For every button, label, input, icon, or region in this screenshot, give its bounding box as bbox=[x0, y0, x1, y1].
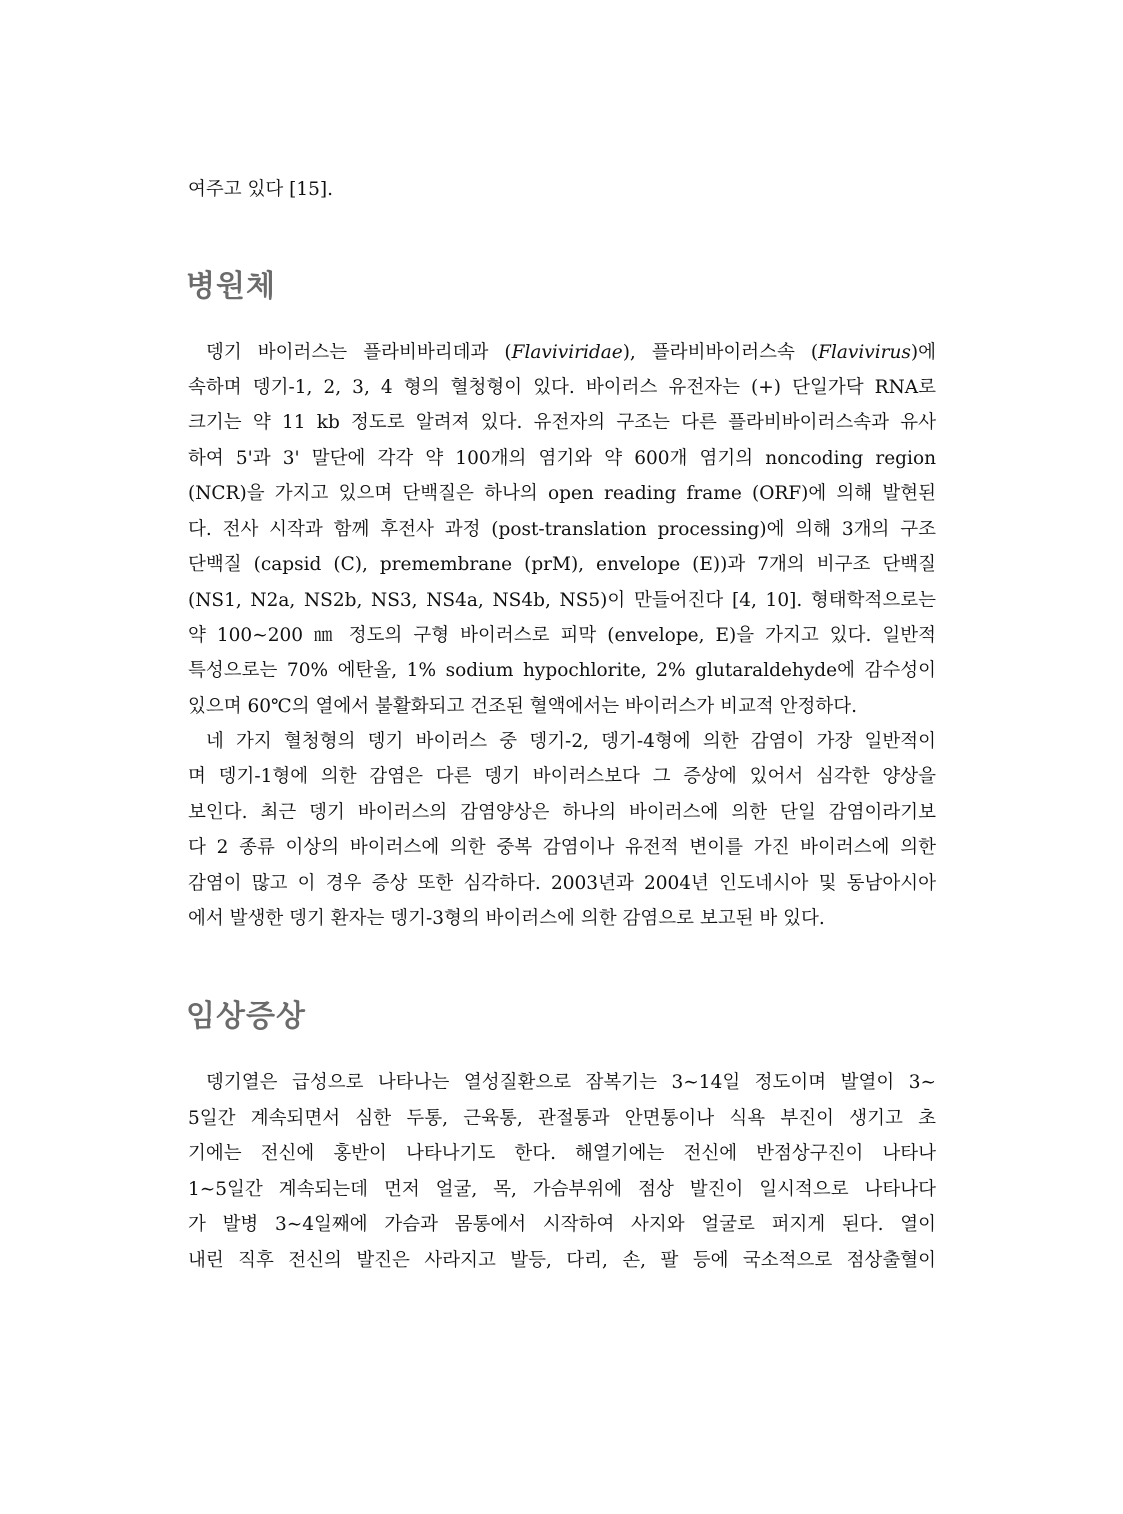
pathogen-line-15: 다 2 종류 이상의 바이러스에 의한 중복 감염이나 유전적 변이를 가진 바이러스에 의한 bbox=[188, 837, 936, 858]
pathogen-line-3: 크기는 약 11 kb 정도로 알려져 있다. 유전자의 구조는 다른 플라비바이러스속과 유사 bbox=[188, 412, 936, 433]
pathogen-line-1-part-c: )에 bbox=[910, 342, 937, 363]
pathogen-line-2: 속하며 뎅기-1, 2, 3, 4 형의 혈청형이 있다. 바이러스 유전자는 (+) 단일가닥 RNA로 bbox=[188, 377, 936, 398]
pathogen-line-17: 에서 발생한 뎅기 환자는 뎅기-3형의 바이러스에 의한 감염으로 보고된 바 있다. bbox=[188, 908, 825, 929]
symptoms-line-5: 가 발병 3∼4일째에 가슴과 몸통에서 시작하여 사지와 얼굴로 퍼지게 된다. 열이 bbox=[188, 1214, 936, 1235]
pathogen-line-16: 감염이 많고 이 경우 증상 또한 심각하다. 2003년과 2004년 인도네시아 및 동남아시아 bbox=[188, 873, 936, 894]
intro-line: 여주고 있다 [15]. bbox=[188, 179, 333, 200]
pathogen-line-5: (NCR)을 가지고 있으며 단백질은 하나의 open reading frame (ORF)에 의해 발현된 bbox=[188, 483, 936, 504]
pathogen-line-12: 네 가지 혈청형의 뎅기 바이러스 중 뎅기-2, 뎅기-4형에 의한 감염이 가장 일반적이 bbox=[206, 731, 936, 752]
pathogen-line-6: 다. 전사 시작과 함께 후전사 과정 (post-translation processing)에 의해 3개의 구조 bbox=[188, 519, 936, 540]
pathogen-line-9: 약 100∼200 ㎚ 정도의 구형 바이러스로 피막 (envelope, E)을 가지고 있다. 일반적 bbox=[188, 625, 936, 646]
symptoms-line-3: 기에는 전신에 홍반이 나타나기도 한다. 해열기에는 전신에 반점상구진이 나타나 bbox=[188, 1143, 936, 1164]
pathogen-line-1 bbox=[188, 341, 936, 365]
symptoms-line-6: 내린 직후 전신의 발진은 사라지고 발등, 다리, 손, 팔 등에 국소적으로 점상출혈이 bbox=[188, 1250, 936, 1271]
pathogen-line-4: 하여 5'과 3' 말단에 각각 약 100개의 염기와 약 600개 염기의 noncoding region bbox=[188, 448, 936, 469]
pathogen-line-7: 단백질 (capsid (C), premembrane (prM), envelope (E))과 7개의 비구조 단백질 bbox=[188, 554, 936, 575]
pathogen-line-1-part-a: 뎅기 바이러스는 플라비바리데과 ( bbox=[206, 342, 512, 363]
symptoms-line-2: 5일간 계속되면서 심한 두통, 근육통, 관절통과 안면통이나 식욕 부진이 생기고 초 bbox=[188, 1108, 936, 1129]
pathogen-line-14: 보인다. 최근 뎅기 바이러스의 감염양상은 하나의 바이러스에 의한 단일 감염이라기보 bbox=[188, 802, 936, 823]
family-name-italic: Flaviviridae bbox=[511, 342, 623, 363]
pathogen-line-10: 특성으로는 70% 에탄올, 1% sodium hypochlorite, 2% glutaraldehyde에 감수성이 bbox=[188, 660, 936, 681]
heading-pathogen: 병원체 bbox=[186, 269, 276, 304]
genus-name-italic: Flavivirus bbox=[818, 342, 911, 363]
pathogen-line-8: (NS1, N2a, NS2b, NS3, NS4a, NS4b, NS5)이 만들어진다 [4, 10]. 형태학적으로는 bbox=[188, 590, 936, 611]
symptoms-line-1: 뎅기열은 급성으로 나타나는 열성질환으로 잠복기는 3∼14일 정도이며 발열이 3∼ bbox=[206, 1072, 936, 1093]
symptoms-line-4: 1∼5일간 계속되는데 먼저 얼굴, 목, 가슴부위에 점상 발진이 일시적으로 나타나다 bbox=[188, 1179, 936, 1200]
pathogen-line-11: 있으며 60℃의 열에서 불활화되고 건조된 혈액에서는 바이러스가 비교적 안정하다. bbox=[188, 696, 858, 717]
pathogen-line-1-part-b: ), 플라비바이러스속 ( bbox=[622, 342, 819, 363]
pathogen-line-13: 며 뎅기-1형에 의한 감염은 다른 뎅기 바이러스보다 그 증상에 있어서 심각한 양상을 bbox=[188, 766, 936, 787]
heading-symptoms: 임상증상 bbox=[186, 999, 306, 1034]
